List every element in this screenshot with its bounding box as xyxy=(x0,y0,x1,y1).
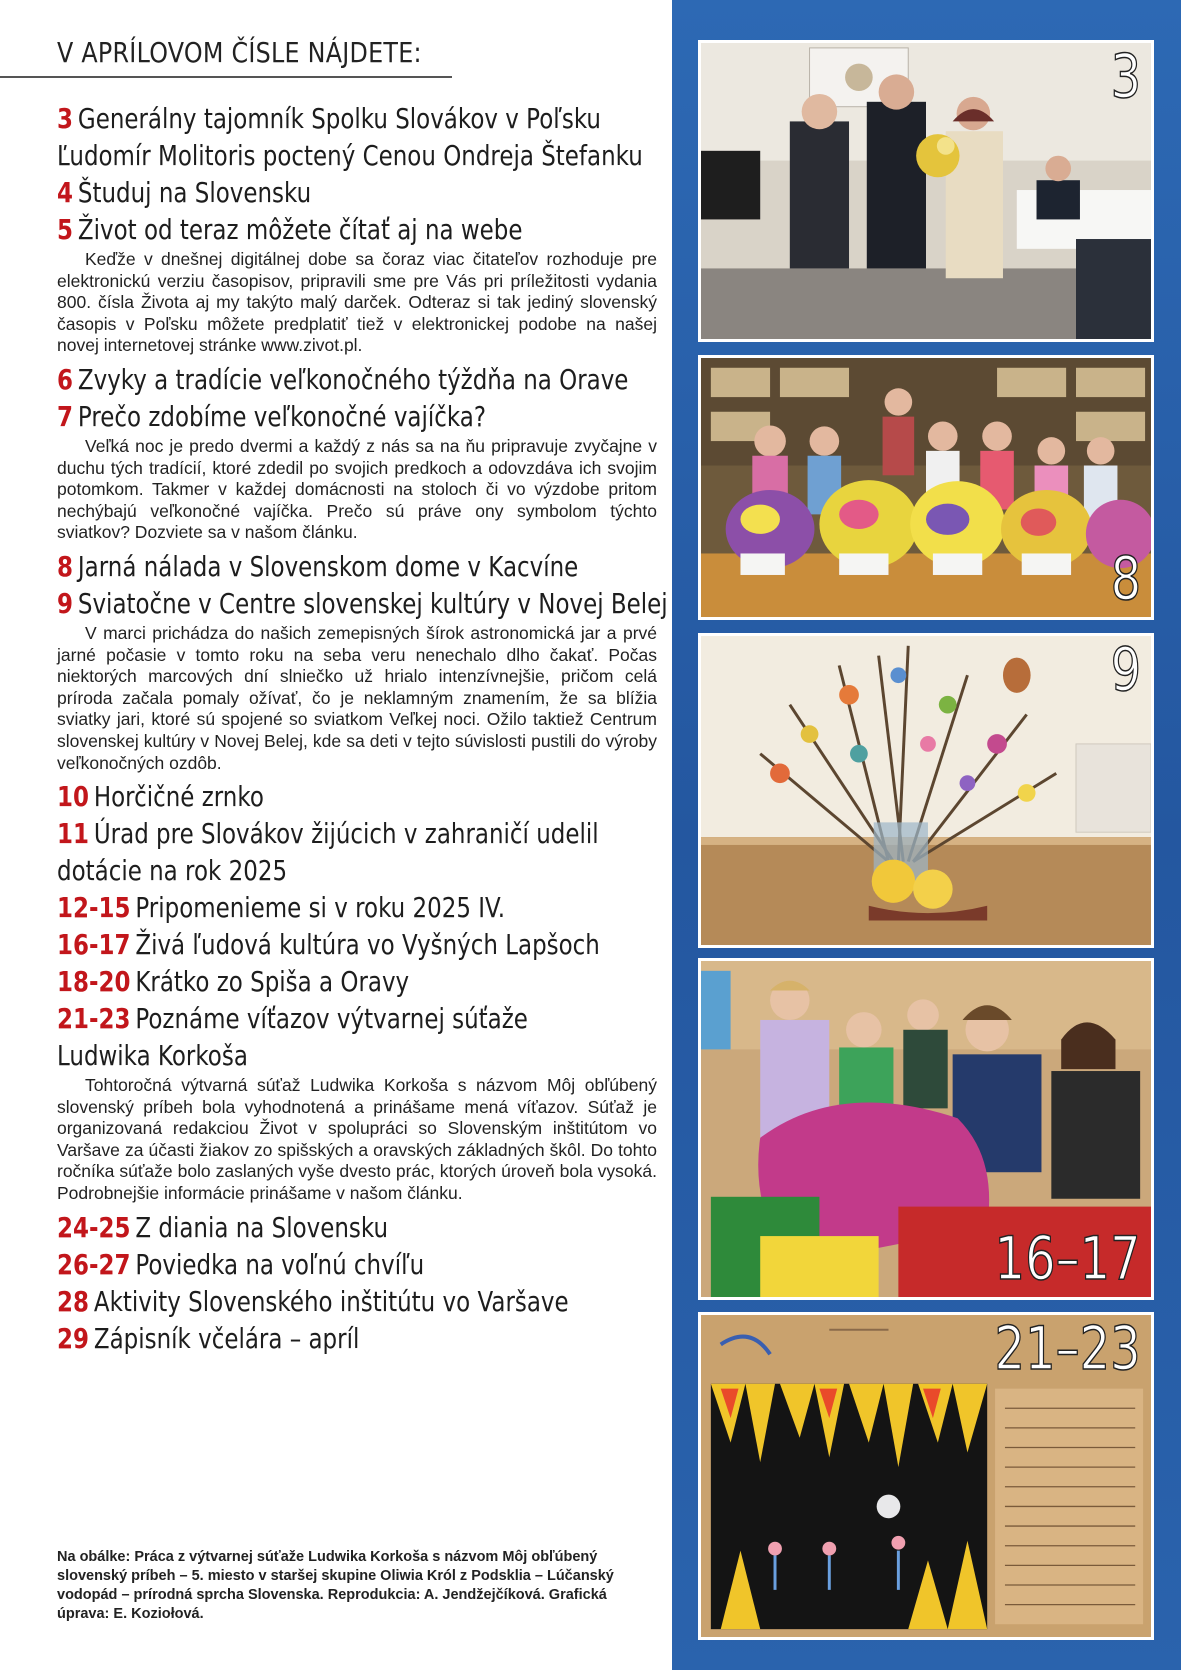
page-number-label: 8 xyxy=(1110,544,1141,614)
toc-entry[interactable]: 9 Sviatočne v Centre slovenskej kultúry v Novej Belej xyxy=(57,586,668,620)
toc-entry[interactable]: 10 Horčičné zrnko xyxy=(57,780,264,814)
article-summary: V marci prichádza do našich zemepisných šírok astronomická jar a prvé jarné počasie v tomto roku na seba veru nenechalo dlho čakať. Počas niektorých marcových dní slniečko už hrialo intenzívnejšie, pričom celá príroda začala pomaly ožívať, čo je neklamným znamením, že sa blížia sviatky jari, ktoré sú spojené so sviatkom Veľkej noci. Ožilo taktiež Centrum slovenskej kultúry v Novej Belej, kde sa deti v tejto súvislosti pustili do výroby veľkonočných ozdôb. xyxy=(57,622,657,773)
toc-entry[interactable]: 24-25 Z diania na Slovensku xyxy=(57,1210,389,1244)
page-number-label: 21–23 xyxy=(994,1314,1141,1384)
toc-entry[interactable]: 6 Zvyky a tradície veľkonočného týždňa na Orave xyxy=(57,362,629,396)
toc-entry[interactable]: Ľudomír Molitoris poctený Cenou Ondreja Štefanku xyxy=(57,139,643,172)
toc-entry[interactable]: 21-23 Poznáme víťazov výtvarnej súťaže xyxy=(57,1002,528,1036)
cover-credit: Na obálke: Práca z výtvarnej súťaže Ludwika Korkoša s názvom Môj obľúbený slovenský príbeh – 5. miesto v staršej skupine Oliwia Król z Podsklia – Lúčanský vodopád – prírodná sprcha Slovenska. Reprodukcia: A. Jendžejčíková. Grafická úprava: E. Koziołová. xyxy=(57,1549,614,1622)
toc-entry[interactable]: 7 Prečo zdobíme veľkonočné vajíčka? xyxy=(57,399,487,433)
photo-award-ceremony-image xyxy=(701,43,1151,339)
article-summary: Keďže v dnešnej digitálnej dobe sa čoraz viac čitateľov rozhoduje pre elektronickú verziu časopisov, pripravili sme pre Vás pri príležitosti vydania 800. čísla Života aj my takýto malý darček. Odteraz si tak jediný slovenský časopis v Poľsku môžete predplatiť tiež v elektronickej podobe na našej novej internetovej stránke www.zivot.pl. xyxy=(57,249,657,356)
toc-entry[interactable]: 11 Úrad pre Slovákov žijúcich v zahraničí udelil xyxy=(57,817,599,851)
article-summary: Veľká noc je predo dvermi a každý z nás sa na ňu pripravuje zvyčajne v duchu tých tradícií, ktoré zdedil po svojich predkoch a odovzdáva ich svojim potomkom. Takmer v každej domácnosti na stoloch či vo výzdobe pritom nechýbajú veľkonočné vajíčka. Prečo sú práve ony symbolom týchto sviatkov? Dozviete sa v našom článku. xyxy=(57,435,657,543)
toc-entry[interactable]: 16-17 Živá ľudová kultúra vo Vyšných Lapšoch xyxy=(57,928,600,962)
toc-entry[interactable]: 18-20 Krátko zo Spiša a Oravy xyxy=(57,965,410,999)
page-number-label: 9 xyxy=(1110,635,1141,705)
toc-entry[interactable]: 3 Generálny tajomník Spolku Slovákov v Poľsku xyxy=(57,102,601,135)
toc-entry[interactable]: 4 Študuj na Slovensku xyxy=(57,176,312,209)
table-of-contents xyxy=(57,100,668,1357)
toc-entry[interactable]: 29 Zápisník včelára – apríl xyxy=(57,1321,360,1355)
photo-artwork[interactable] xyxy=(698,1312,1154,1640)
photo-easter-tree-image xyxy=(701,636,1151,945)
page-number-label: 16–17 xyxy=(994,1224,1141,1294)
page-number-label: 3 xyxy=(1110,42,1141,112)
toc-entry[interactable]: Ludwika Korkoša xyxy=(57,1039,248,1073)
photo-award-ceremony[interactable] xyxy=(698,40,1154,342)
photo-folk-culture[interactable] xyxy=(698,958,1154,1300)
article-summary: Tohtoročná výtvarná súťaž Ludwika Korkoša s názvom Môj obľúbený slovenský príbeh bola vyhodnotená a prinášame mená víťazov. Súťaž je organizovaná redakciou Život v spolupráci so Slovenským inštitútom vo Varšave za účasti žiakov zo spišských a oravských základných škôl. Do tohto ročníka súťaže bolo zaslaných vyše dvesto prác, ktorých úroveň bola vysoká. Podrobnejšie informácie prinášame v našom článku. xyxy=(57,1075,657,1204)
page-title: V APRÍLOVOM ČÍSLE NÁJDETE: xyxy=(57,36,422,69)
toc-entry[interactable]: 26-27 Poviedka na voľnú chvíľu xyxy=(57,1247,425,1281)
toc-entry[interactable]: 28 Aktivity Slovenského inštitútu vo Varšave xyxy=(57,1284,569,1318)
toc-entry[interactable]: 12-15 Pripomenieme si v roku 2025 IV. xyxy=(57,891,506,925)
toc-entry[interactable]: 5 Život od teraz môžete čítať aj na webe xyxy=(57,213,523,246)
photo-children-easter[interactable] xyxy=(698,355,1154,620)
photo-children-easter-image xyxy=(701,358,1151,617)
toc-entry[interactable]: 8 Jarná nálada v Slovenskom dome v Kacvíne xyxy=(57,549,579,583)
toc-entry[interactable]: dotácie na rok 2025 xyxy=(57,854,288,888)
photo-panel xyxy=(672,0,1181,1670)
photo-easter-tree[interactable] xyxy=(698,633,1154,948)
title-underline xyxy=(0,76,452,78)
